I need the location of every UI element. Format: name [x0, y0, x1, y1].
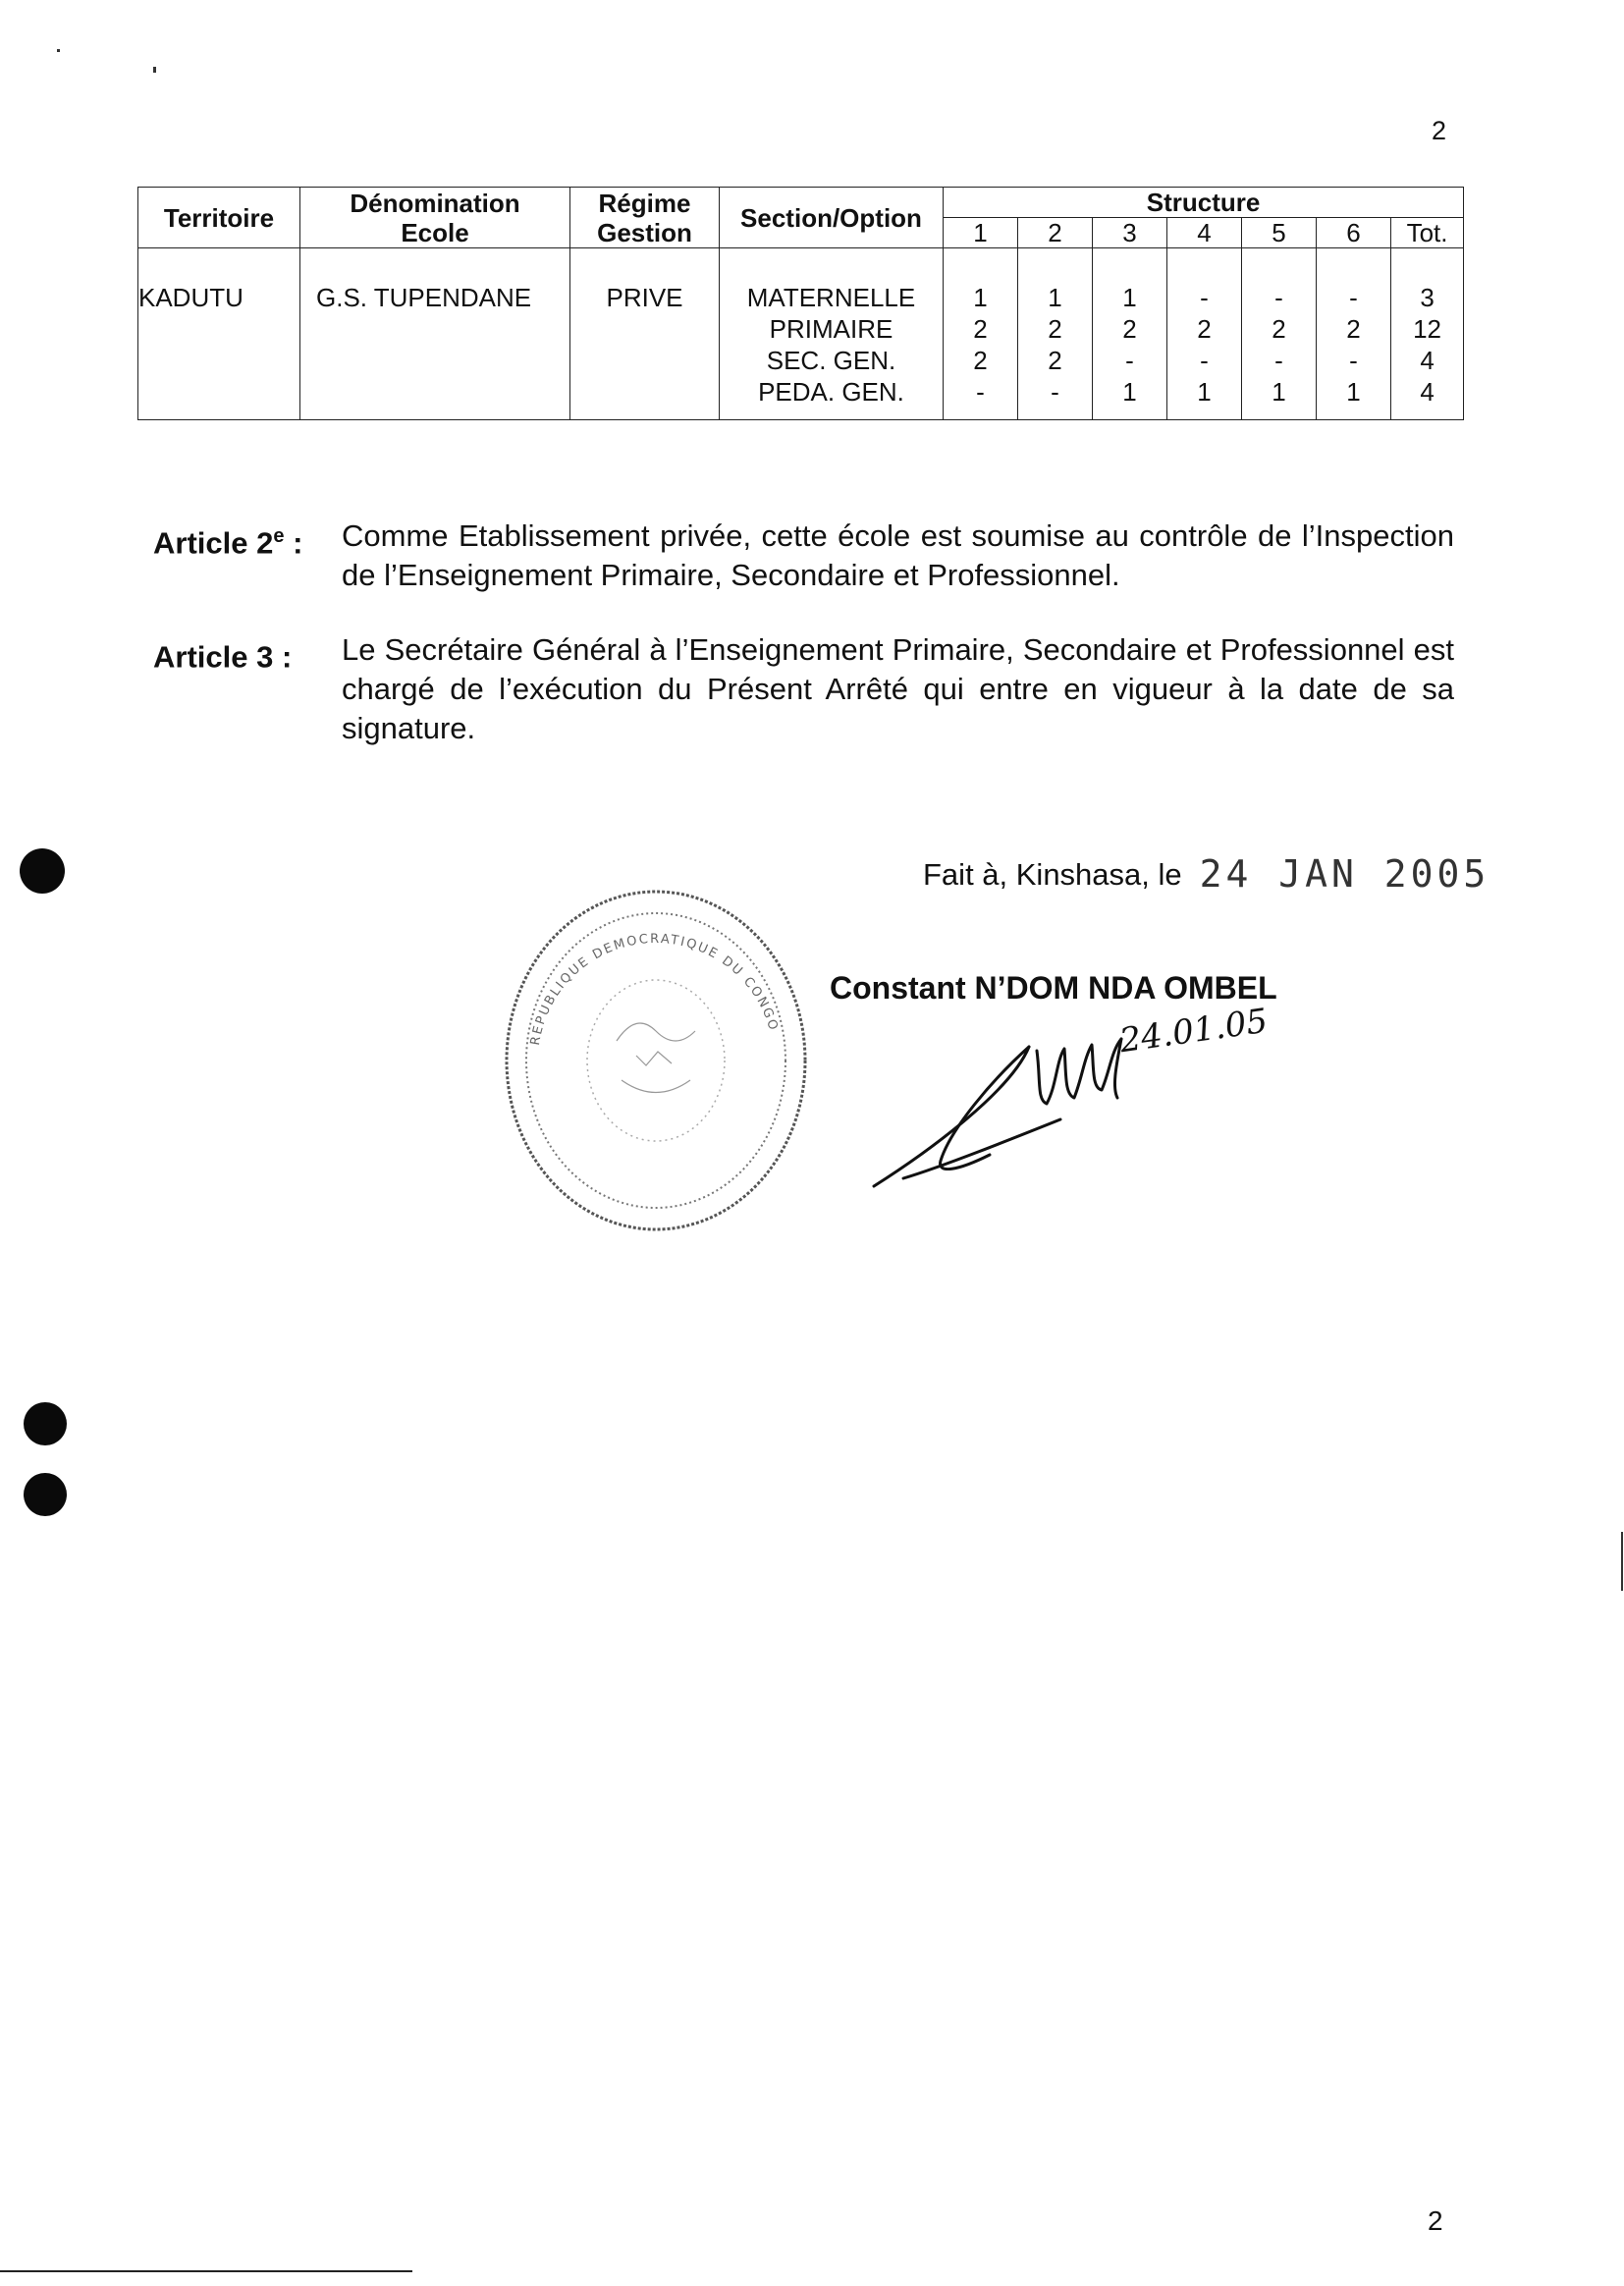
header-regime: Régime Gestion — [570, 188, 720, 248]
article-text: Comme Etablissement privée, cette école est soumise au contrôle de l’Inspection de l’Enseignement Primaire, Secondaire et Professionnel. — [342, 518, 1454, 592]
header-year-1: 1 — [944, 218, 1018, 248]
header-year-2: 2 — [1018, 218, 1093, 248]
cell-year-6: - 2 - 1 — [1317, 248, 1391, 420]
article-label: Article 2e : — [153, 525, 303, 561]
header-year-3: 3 — [1093, 218, 1167, 248]
cell-denomination: G.S. TUPENDANE — [300, 248, 570, 420]
cell-year-4: - 2 - 1 — [1167, 248, 1242, 420]
article-3 — [153, 630, 1454, 748]
school-structure-table — [137, 187, 1464, 420]
handwritten-date: 24.01.05 — [1116, 1001, 1271, 1061]
scan-speck — [1621, 1532, 1623, 1591]
page-number-top: 2 — [1432, 116, 1447, 145]
place-text: Fait à, Kinshasa, le — [923, 857, 1182, 892]
cell-sections — [720, 248, 944, 420]
article-label: Article 3 : — [153, 639, 293, 675]
punch-hole — [20, 848, 65, 894]
article-text: Le Secrétaire Général à l’Enseignement Primaire, Secondaire et Professionnel est chargé de l’exécution du Présent Arrêté qui entre en vigueur à la date de sa signature. — [342, 632, 1454, 745]
signer-name: Constant N’DOM NDA OMBEL — [830, 970, 1277, 1006]
header-year-6: 6 — [1317, 218, 1391, 248]
cell-year-2: 1 2 2 - — [1018, 248, 1093, 420]
header-structure: Structure — [944, 188, 1464, 218]
cell-regime: PRIVE — [570, 248, 720, 420]
page-number-bottom: 2 — [1428, 2205, 1443, 2236]
header-denomination: Dénomination Ecole — [300, 188, 570, 248]
place-date-line — [923, 852, 1489, 896]
table-row — [138, 248, 1464, 420]
punch-hole — [24, 1402, 67, 1445]
cell-territoire: KADUTU — [138, 248, 300, 420]
cell-year-1: 1 2 2 - — [944, 248, 1018, 420]
bottom-rule — [0, 2270, 412, 2272]
header-territoire: Territoire — [138, 188, 300, 248]
header-year-5: 5 — [1242, 218, 1317, 248]
section-sec-gen: SEC. GEN. — [766, 346, 896, 375]
section-primaire: PRIMAIRE — [769, 314, 893, 344]
section-maternelle: MATERNELLE — [746, 283, 916, 312]
scan-speck — [153, 67, 156, 73]
article-2 — [153, 517, 1454, 595]
cell-year-5: - 2 - 1 — [1242, 248, 1317, 420]
header-section: Section/Option — [720, 188, 944, 248]
section-peda-gen: PEDA. GEN. — [758, 377, 904, 407]
date-stamp: 24 JAN 2005 — [1199, 852, 1490, 896]
official-seal — [499, 884, 813, 1237]
scan-speck — [57, 49, 60, 52]
cell-total: 3 12 4 4 — [1391, 248, 1464, 420]
svg-text:REPUBLIQUE DEMOCRATIQUE DU CON: REPUBLIQUE DEMOCRATIQUE DU CONGO — [527, 931, 782, 1047]
punch-hole — [24, 1473, 67, 1516]
header-year-4: 4 — [1167, 218, 1242, 248]
header-total: Tot. — [1391, 218, 1464, 248]
cell-year-3: 1 2 - 1 — [1093, 248, 1167, 420]
